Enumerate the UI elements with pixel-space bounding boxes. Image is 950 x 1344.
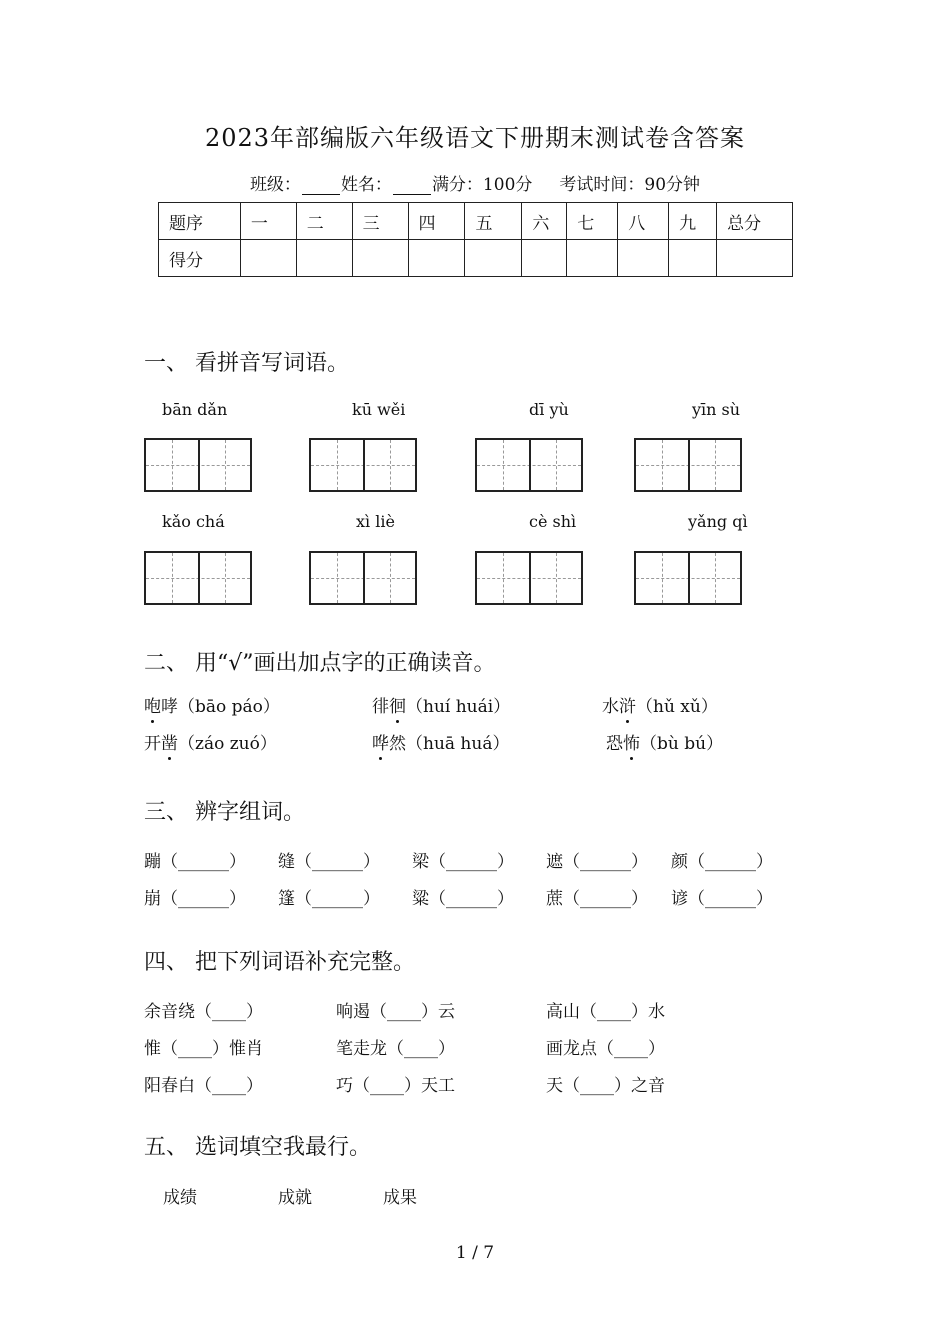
name-label: 姓名： xyxy=(340,175,392,195)
idiom-blank[interactable]: 响遏（____）云 xyxy=(336,1002,455,1022)
score-cell[interactable] xyxy=(717,240,793,277)
reading-item xyxy=(372,729,509,754)
reading-item xyxy=(144,729,277,754)
item-text: 水 xyxy=(602,697,619,717)
pinyin-label: cè shì xyxy=(529,512,577,531)
section4-heading: 四、 把下列词语补充完整。 xyxy=(144,950,415,975)
idiom-blank[interactable]: 余音绕（____） xyxy=(144,1002,263,1022)
name-blank[interactable] xyxy=(393,176,431,195)
item-options[interactable]: 然（huā huá） xyxy=(389,734,510,754)
section1-heading: 一、 看拼音写词语。 xyxy=(144,351,349,376)
pinyin-label: kū wěi xyxy=(352,400,406,419)
score-label: 满分：100分 xyxy=(431,175,533,195)
score-cell[interactable] xyxy=(567,240,618,277)
writing-grid[interactable] xyxy=(634,438,742,492)
reading-item xyxy=(602,692,718,717)
writing-grid[interactable] xyxy=(634,551,742,605)
reading-item xyxy=(372,692,510,717)
idiom-blank[interactable]: 阳春白（____） xyxy=(144,1076,263,1096)
class-label: 班级： xyxy=(249,175,301,195)
score-cell[interactable] xyxy=(240,240,296,277)
word-blank[interactable]: 篷（______） xyxy=(278,889,380,909)
dotted-char: 怖 xyxy=(623,729,640,754)
pinyin-label: bān dǎn xyxy=(162,400,228,419)
score-value-row xyxy=(159,240,793,277)
dotted-char: 咆 xyxy=(144,692,161,717)
word-blank[interactable]: 颜（______） xyxy=(671,852,773,872)
word-choice: 成绩 xyxy=(163,1188,197,1208)
score-table xyxy=(158,202,793,277)
score-cell[interactable] xyxy=(352,240,408,277)
class-blank[interactable] xyxy=(302,176,340,195)
writing-grid[interactable] xyxy=(309,438,417,492)
dotted-char: 凿 xyxy=(161,729,178,754)
score-header-cell: 六 xyxy=(522,203,567,240)
score-header-row xyxy=(159,203,793,240)
idiom-blank[interactable]: 天（____）之音 xyxy=(546,1076,665,1096)
pinyin-label: xì liè xyxy=(356,512,395,531)
word-blank[interactable]: 蹦（______） xyxy=(144,852,246,872)
pinyin-label: yǎng qì xyxy=(688,512,748,531)
score-header-cell: 九 xyxy=(669,203,717,240)
score-header-cell: 一 xyxy=(240,203,296,240)
idiom-blank[interactable]: 巧（____）天工 xyxy=(336,1076,455,1096)
score-cell[interactable] xyxy=(618,240,669,277)
writing-grid[interactable] xyxy=(144,438,252,492)
pinyin-label: kǎo chá xyxy=(162,512,225,531)
page-number: 1 / 7 xyxy=(455,1243,495,1263)
time-label: 考试时间：90分钟 xyxy=(559,175,701,195)
score-header-cell: 七 xyxy=(567,203,618,240)
idiom-blank[interactable]: 高山（____）水 xyxy=(546,1002,665,1022)
item-options[interactable]: （záo zuó） xyxy=(178,734,277,754)
section5-heading: 五、 选词填空我最行。 xyxy=(144,1135,371,1160)
section2-heading: 二、 用“√”画出加点字的正确读音。 xyxy=(144,651,496,676)
item-options[interactable]: （bù bú） xyxy=(640,734,724,754)
reading-item xyxy=(144,692,280,717)
score-header-cell: 五 xyxy=(465,203,522,240)
score-cell[interactable] xyxy=(669,240,717,277)
idiom-blank[interactable]: 画龙点（____） xyxy=(546,1039,665,1059)
word-blank[interactable]: 缝（______） xyxy=(278,852,380,872)
word-blank[interactable]: 粱（______） xyxy=(412,889,514,909)
page-title: 2023年部编版六年级语文下册期末测试卷含答案 xyxy=(204,124,746,152)
section3-heading: 三、 辨字组词。 xyxy=(144,800,305,825)
word-choice: 成就 xyxy=(278,1188,312,1208)
score-header-cell: 三 xyxy=(352,203,408,240)
score-header-cell: 题序 xyxy=(159,203,241,240)
dotted-char: 浒 xyxy=(619,692,636,717)
word-blank[interactable]: 谚（______） xyxy=(671,889,773,909)
writing-grid[interactable] xyxy=(309,551,417,605)
word-blank[interactable]: 崩（______） xyxy=(144,889,246,909)
item-text: 恐 xyxy=(606,734,623,754)
item-options[interactable]: （huí huái） xyxy=(406,697,511,717)
reading-item xyxy=(606,729,723,754)
score-header-cell: 总分 xyxy=(717,203,793,240)
idiom-blank[interactable]: 笔走龙（____） xyxy=(336,1039,455,1059)
word-choice: 成果 xyxy=(383,1188,417,1208)
writing-grid[interactable] xyxy=(475,438,583,492)
writing-grid[interactable] xyxy=(144,551,252,605)
item-options[interactable]: 哮（bāo páo） xyxy=(161,697,280,717)
score-cell[interactable] xyxy=(465,240,522,277)
word-blank[interactable]: 梁（______） xyxy=(412,852,514,872)
dotted-char: 哗 xyxy=(372,729,389,754)
word-blank[interactable]: 遮（______） xyxy=(546,852,648,872)
dotted-char: 徊 xyxy=(389,692,406,717)
score-header-cell: 四 xyxy=(408,203,465,240)
writing-grid[interactable] xyxy=(475,551,583,605)
item-text: 开 xyxy=(144,734,161,754)
item-text: 徘 xyxy=(372,697,389,717)
pinyin-label: dī yù xyxy=(529,400,569,419)
score-cell[interactable] xyxy=(522,240,567,277)
pinyin-label: yīn sù xyxy=(692,400,741,419)
exam-info xyxy=(0,170,950,195)
score-row-label: 得分 xyxy=(159,240,241,277)
score-header-cell: 八 xyxy=(618,203,669,240)
idiom-blank[interactable]: 惟（____）惟肖 xyxy=(144,1039,263,1059)
score-header-cell: 二 xyxy=(296,203,352,240)
score-cell[interactable] xyxy=(408,240,465,277)
word-blank[interactable]: 蔗（______） xyxy=(546,889,648,909)
item-options[interactable]: （hǔ xǔ） xyxy=(636,697,718,717)
score-cell[interactable] xyxy=(296,240,352,277)
